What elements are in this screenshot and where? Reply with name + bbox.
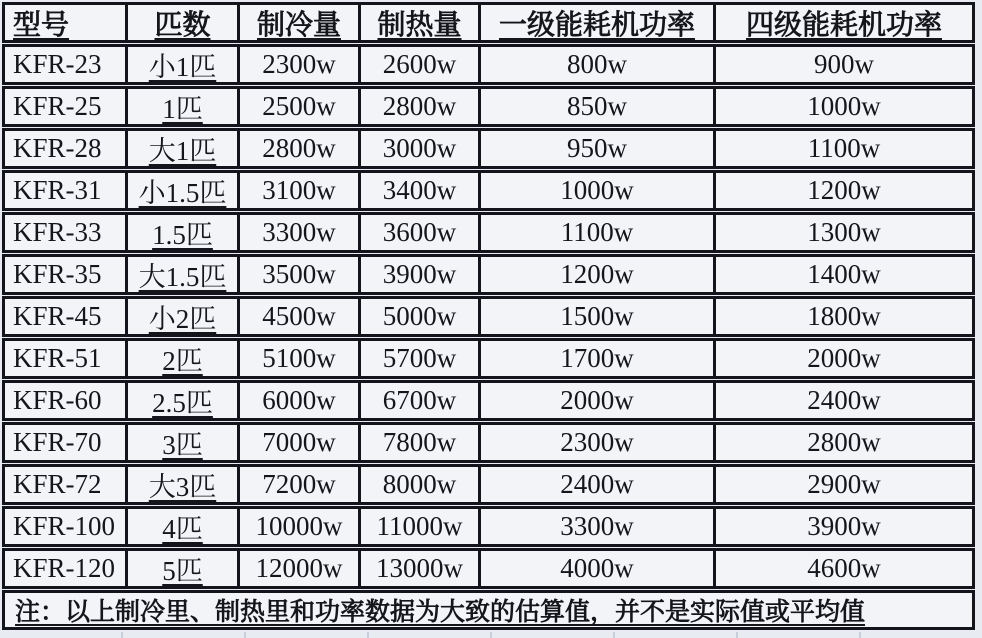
- cell-horsepower: 2.5匹: [128, 383, 240, 418]
- cell-model: KFR-120: [5, 551, 128, 586]
- header-cell-model: 型号: [5, 5, 128, 40]
- cell-level1-power: 2400w: [481, 467, 716, 502]
- cell-model: KFR-60: [5, 383, 128, 418]
- cell-level4-power: 2800w: [807, 427, 881, 457]
- cell-horsepower: 小1.5匹: [128, 173, 240, 208]
- header-cell-level1-power: 一级能耗机功率: [481, 5, 716, 40]
- cell-horsepower: 小1匹: [128, 47, 240, 82]
- cell-level1-power: 3300w: [481, 509, 716, 544]
- cell-level4-power: 2400w: [807, 385, 881, 415]
- cell-cooling: 2500w: [240, 89, 361, 124]
- cell-level4-power: 2000w: [807, 343, 881, 373]
- header-cell-horsepower: 匹数: [128, 5, 240, 40]
- cell-level1-power: 850w: [481, 89, 716, 124]
- cell-cooling: 3300w: [240, 215, 361, 250]
- cell-horsepower: 大3匹: [128, 467, 240, 502]
- header-cell-heating: 制热量: [361, 5, 481, 40]
- cell-model: KFR-23: [5, 47, 128, 82]
- cell-horsepower: 5匹: [128, 551, 240, 586]
- cell-heating: 5700w: [361, 341, 481, 376]
- cell-level4-power: 1000w: [807, 91, 881, 121]
- cell-heating: 3900w: [361, 257, 481, 292]
- header-cell-cooling: 制冷量: [240, 5, 361, 40]
- cell-level4-power: 900w: [814, 49, 874, 79]
- cell-model: KFR-35: [5, 257, 128, 292]
- cell-level4-power: 1800w: [807, 301, 881, 331]
- cell-cooling: 6000w: [240, 383, 361, 418]
- cell-model: KFR-33: [5, 215, 128, 250]
- cell-level4-power: 3900w: [807, 511, 881, 541]
- cell-level1-power: 800w: [481, 47, 716, 82]
- table-row: [2, 422, 975, 463]
- cell-cooling: 3100w: [240, 173, 361, 208]
- cell-level1-power: 2300w: [481, 425, 716, 460]
- cell-level1-power: 950w: [481, 131, 716, 166]
- cell-cooling: 10000w: [240, 509, 361, 544]
- cell-horsepower: 1.5匹: [128, 215, 240, 250]
- cell-level4-power: 1400w: [807, 259, 881, 289]
- cell-heating: 2800w: [361, 89, 481, 124]
- cell-level1-power: 4000w: [481, 551, 716, 586]
- cell-level4-power: 1300w: [807, 217, 881, 247]
- table-row: [2, 170, 975, 211]
- cell-cooling: 7200w: [240, 467, 361, 502]
- header-cell-level4-power: 四级能耗机功率: [745, 9, 942, 40]
- cell-level1-power: 2000w: [481, 383, 716, 418]
- cell-model: KFR-31: [5, 173, 128, 208]
- table-row: [2, 296, 975, 337]
- cell-cooling: 2800w: [240, 131, 361, 166]
- cell-level1-power: 1000w: [481, 173, 716, 208]
- cell-cooling: 12000w: [240, 551, 361, 586]
- cell-heating: 2600w: [361, 47, 481, 82]
- cell-level4-power: 1100w: [807, 133, 881, 163]
- cell-heating: 11000w: [361, 509, 481, 544]
- cell-heating: 7800w: [361, 425, 481, 460]
- cell-horsepower: 2匹: [128, 341, 240, 376]
- cell-heating: 6700w: [361, 383, 481, 418]
- cell-model: KFR-51: [5, 341, 128, 376]
- note-text: 注：以上制冷里、制热里和功率数据为大致的估算值，并不是实际值或平均值: [15, 599, 866, 626]
- cell-horsepower: 1匹: [128, 89, 240, 124]
- cell-model: KFR-28: [5, 131, 128, 166]
- table-row: [2, 212, 975, 253]
- ac-power-table: [2, 2, 975, 630]
- table-row: [2, 44, 975, 85]
- table-row: [2, 338, 975, 379]
- cell-model: KFR-25: [5, 89, 128, 124]
- cell-model: KFR-72: [5, 467, 128, 502]
- table-row: [2, 548, 975, 589]
- table-row: [2, 254, 975, 295]
- cell-heating: 3400w: [361, 173, 481, 208]
- cell-cooling: 7000w: [240, 425, 361, 460]
- table-row: [2, 128, 975, 169]
- cell-level4-power: 2900w: [807, 469, 881, 499]
- cell-heating: 8000w: [361, 467, 481, 502]
- cell-level1-power: 1500w: [481, 299, 716, 334]
- cell-level1-power: 1100w: [481, 215, 716, 250]
- cell-heating: 3600w: [361, 215, 481, 250]
- header-row: [2, 2, 975, 43]
- spreadsheet-gridline-strip: [0, 632, 982, 638]
- cell-horsepower: 大1匹: [128, 131, 240, 166]
- cell-cooling: 5100w: [240, 341, 361, 376]
- table-row: [2, 464, 975, 505]
- cell-level4-power: 1200w: [807, 175, 881, 205]
- cell-level1-power: 1200w: [481, 257, 716, 292]
- cell-model: KFR-45: [5, 299, 128, 334]
- cell-heating: 13000w: [361, 551, 481, 586]
- table-row: [2, 380, 975, 421]
- cell-cooling: 2300w: [240, 47, 361, 82]
- cell-cooling: 3500w: [240, 257, 361, 292]
- table-row: [2, 86, 975, 127]
- cell-horsepower: 小2匹: [128, 299, 240, 334]
- cell-horsepower: 3匹: [128, 425, 240, 460]
- cell-horsepower: 大1.5匹: [128, 257, 240, 292]
- cell-heating: 5000w: [361, 299, 481, 334]
- cell-model: KFR-100: [5, 509, 128, 544]
- note-row: [2, 590, 975, 630]
- cell-level1-power: 1700w: [481, 341, 716, 376]
- cell-heating: 3000w: [361, 131, 481, 166]
- cell-level4-power: 4600w: [807, 553, 881, 583]
- table-row: [2, 506, 975, 547]
- cell-horsepower: 4匹: [128, 509, 240, 544]
- cell-cooling: 4500w: [240, 299, 361, 334]
- cell-model: KFR-70: [5, 425, 128, 460]
